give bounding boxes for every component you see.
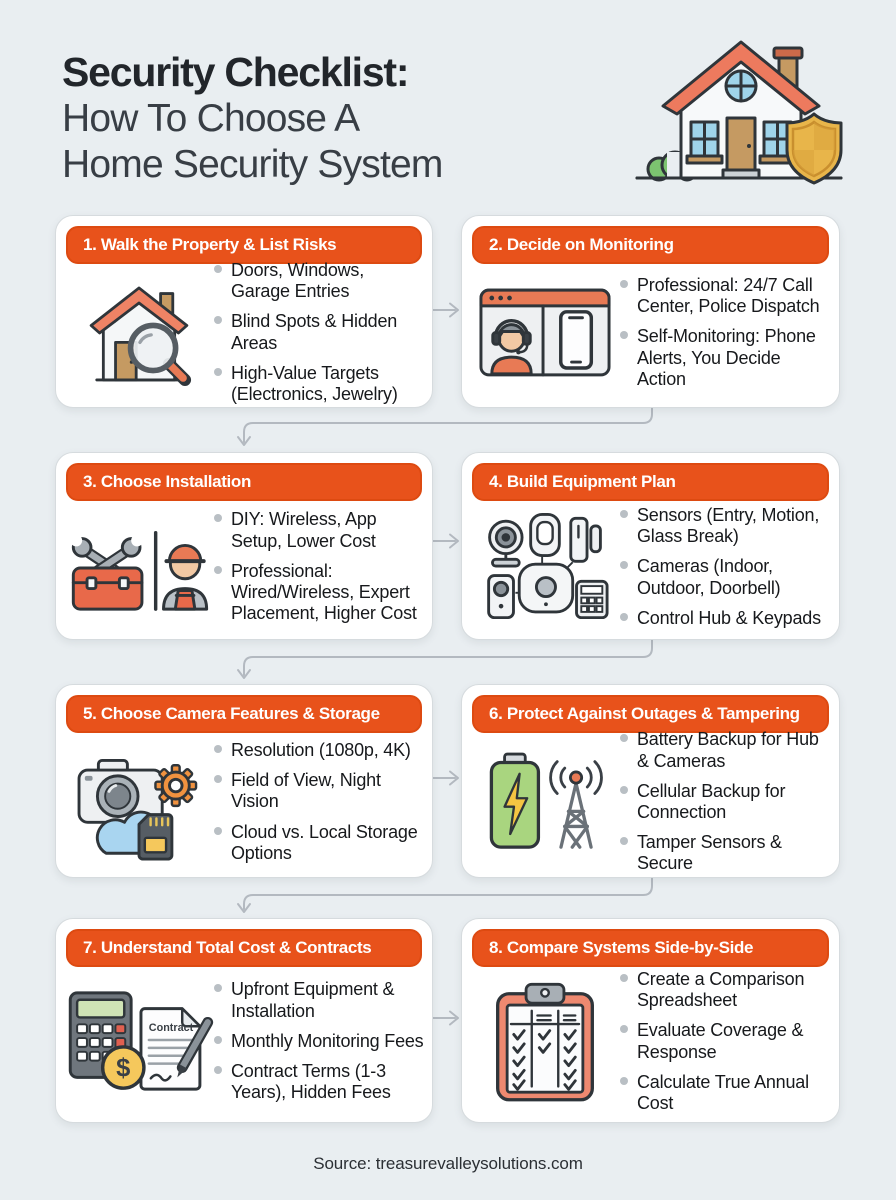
bullet-dot [620, 974, 628, 982]
security-equipment-icon [470, 508, 620, 626]
bullet-item: Contract Terms (1-3 Years), Hidden Fees [214, 1061, 424, 1103]
bullet-dot [214, 1036, 222, 1044]
bullet-item: Calculate True Annual Cost [620, 1072, 831, 1114]
camera-cloud-storage-icon [64, 743, 214, 861]
step-8-title: 8. Compare Systems Side-by-Side [489, 938, 754, 957]
bullet-dot [620, 613, 628, 621]
step-7-title: 7. Understand Total Cost & Contracts [83, 938, 372, 957]
bullet-item: Field of View, Night Vision [214, 770, 424, 812]
bullet-item: Doors, Windows, Garage Entries [214, 260, 424, 302]
bullet-item: Evaluate Coverage & Response [620, 1020, 831, 1062]
step-2-title: 2. Decide on Monitoring [489, 235, 674, 254]
monitoring-center-icon [470, 287, 620, 378]
bullet-dot [214, 827, 222, 835]
toolbox-technician-icon [64, 517, 214, 617]
step-7-header [66, 929, 422, 967]
bullet-dot [214, 775, 222, 783]
title-line-3: Home Security System [62, 143, 443, 186]
step-5-header [66, 695, 422, 733]
step-card-6 [461, 684, 840, 878]
step-card-2 [461, 215, 840, 408]
step-3-header [66, 463, 422, 501]
title-line-1: Security Checklist: [62, 49, 409, 95]
bullet-item: Create a Comparison Spreadsheet [620, 969, 831, 1011]
step-2-header [472, 226, 829, 264]
bullet-dot [620, 280, 628, 288]
step-card-1 [55, 215, 433, 408]
comparison-clipboard-icon [470, 979, 620, 1105]
bullet-item: Tamper Sensors & Secure [620, 832, 831, 874]
bullet-item: Upfront Equipment & Installation [214, 979, 424, 1021]
house-with-shield-icon [628, 26, 850, 191]
bullet-dot [214, 514, 222, 522]
step-card-5 [55, 684, 433, 878]
house-magnifier-icon [64, 276, 214, 390]
bullet-item: Monthly Monitoring Fees [214, 1031, 424, 1052]
step-card-3 [55, 452, 433, 640]
bullet-item: Self-Monitoring: Phone Alerts, You Decide Action [620, 326, 831, 390]
dollar-coin-label: $ [116, 1053, 131, 1082]
step-1-title: 1. Walk the Property & List Risks [83, 235, 337, 254]
step-card-7 [55, 918, 433, 1123]
bullet-item: Cameras (Indoor, Outdoor, Doorbell) [620, 556, 831, 598]
bullet-item: Battery Backup for Hub & Cameras [620, 729, 831, 771]
bullet-dot [620, 510, 628, 518]
step-6-header [472, 695, 829, 733]
bullet-item: Cloud vs. Local Storage Options [214, 822, 424, 864]
bullet-item: Resolution (1080p, 4K) [214, 740, 424, 761]
page-title [62, 48, 443, 188]
step-card-8 [461, 918, 840, 1123]
bullet-dot [214, 368, 222, 376]
bullet-dot [620, 1077, 628, 1085]
bullet-item: Cellular Backup for Connection [620, 781, 831, 823]
bullet-item: Sensors (Entry, Motion, Glass Break) [620, 505, 831, 547]
bullet-dot [214, 984, 222, 992]
step-8-header [472, 929, 829, 967]
title-line-2: How To Choose A [62, 97, 360, 140]
bullet-dot [620, 837, 628, 845]
step-3-title: 3. Choose Installation [83, 472, 251, 491]
step-1-header [66, 226, 422, 264]
step-card-4 [461, 452, 840, 640]
bullet-dot [620, 561, 628, 569]
bullet-dot [214, 316, 222, 324]
source-attribution: Source: treasurevalleysolutions.com [313, 1154, 583, 1173]
battery-cell-tower-icon [470, 748, 620, 856]
bullet-dot [214, 745, 222, 753]
step-4-title: 4. Build Equipment Plan [489, 472, 676, 491]
calculator-contract-icon [64, 987, 214, 1097]
bullet-item: DIY: Wireless, App Setup, Lower Cost [214, 509, 424, 551]
bullet-item: Professional: Wired/Wireless, Expert Placement, Higher Cost [214, 561, 424, 625]
bullet-item: High-Value Targets (Electronics, Jewelry) [214, 363, 424, 405]
contract-label: Contract [148, 1021, 194, 1034]
bullet-item: Control Hub & Keypads [620, 608, 831, 629]
bullet-dot [214, 566, 222, 574]
bullet-dot [620, 786, 628, 794]
bullet-dot [620, 734, 628, 742]
step-6-title: 6. Protect Against Outages & Tampering [489, 704, 800, 723]
bullet-dot [214, 265, 222, 273]
bullet-item: Professional: 24/7 Call Center, Police Dispatch [620, 275, 831, 317]
bullet-dot [214, 1066, 222, 1074]
step-5-title: 5. Choose Camera Features & Storage [83, 704, 380, 723]
bullet-dot [620, 1025, 628, 1033]
bullet-dot [620, 331, 628, 339]
step-4-header [472, 463, 829, 501]
bullet-item: Blind Spots & Hidden Areas [214, 311, 424, 353]
